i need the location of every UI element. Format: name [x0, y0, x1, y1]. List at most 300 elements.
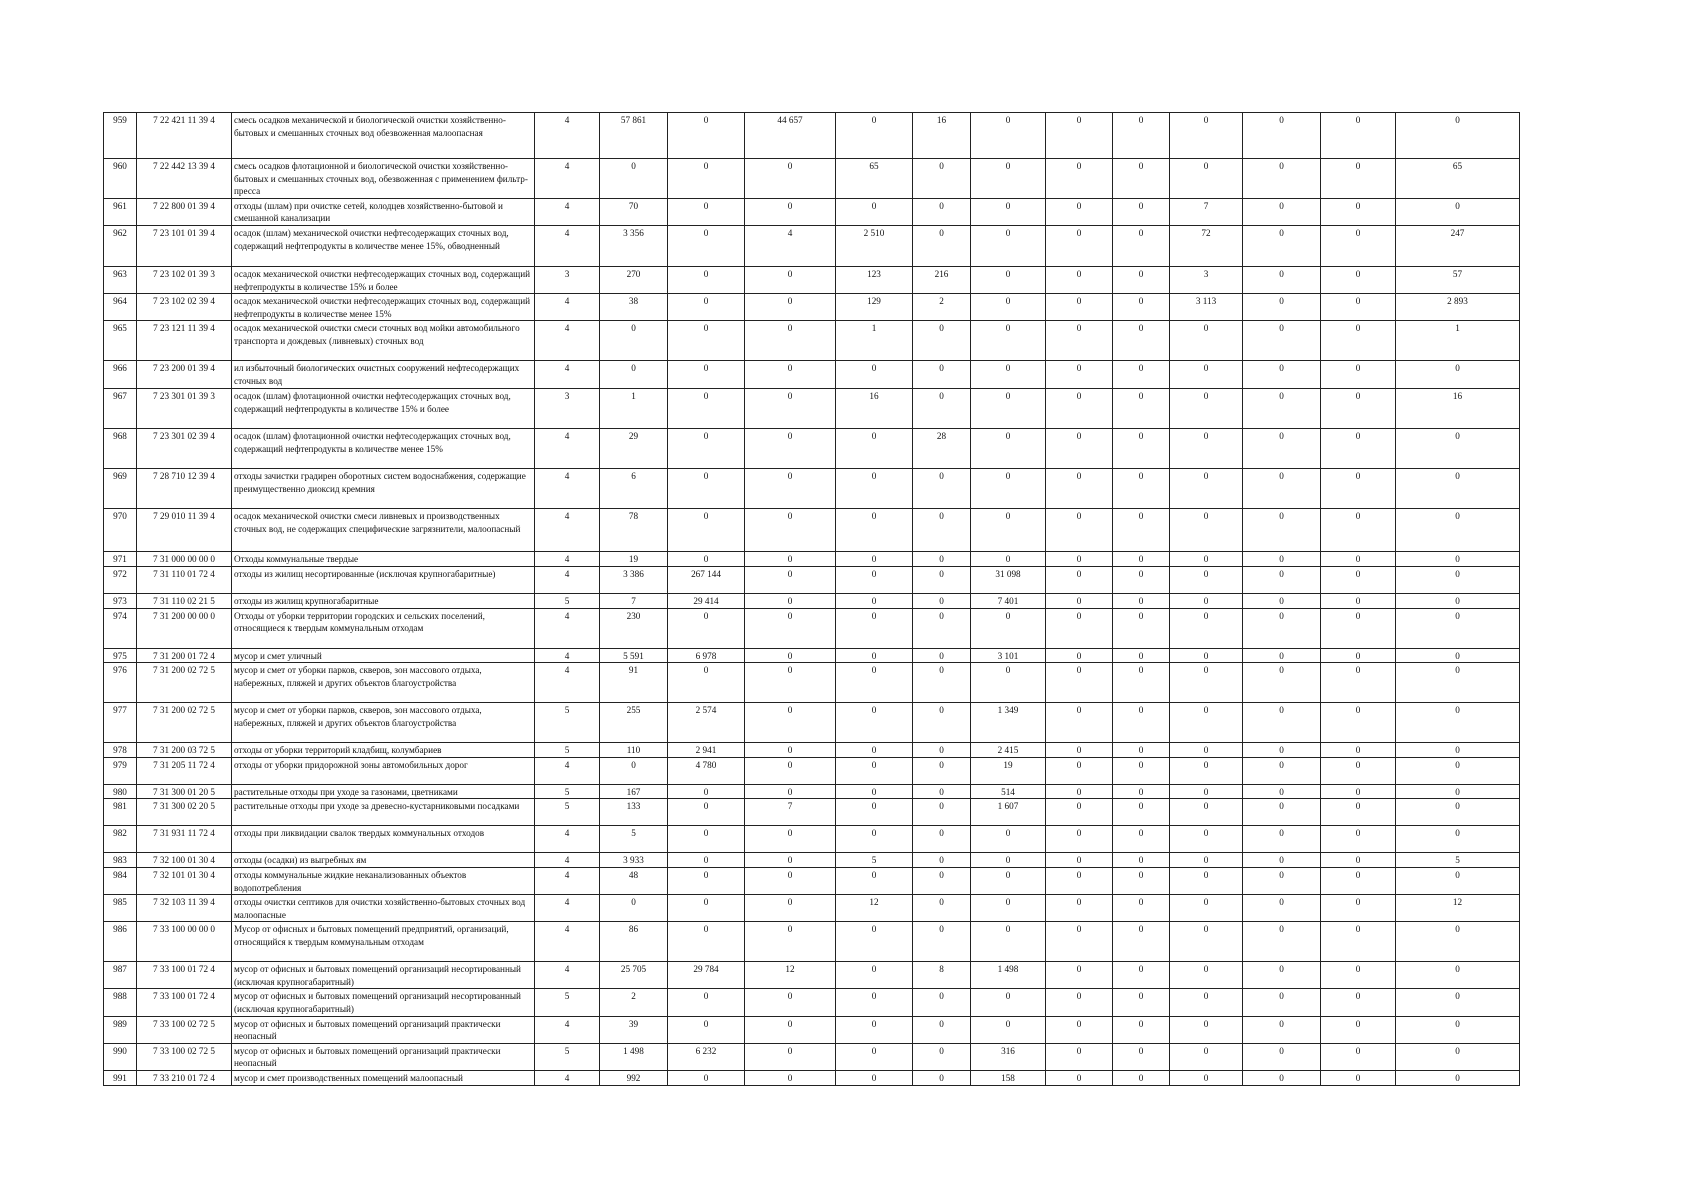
value-cell: 0 [1113, 784, 1170, 799]
value-cell: 0 [971, 429, 1046, 469]
value-cell: 0 [745, 1043, 836, 1070]
value-cell: 0 [836, 593, 913, 608]
waste-code: 7 31 200 02 72 5 [137, 703, 232, 743]
value-cell: 0 [600, 361, 668, 389]
waste-name: отходы от уборки придорожной зоны автомобильных дорог [232, 757, 535, 784]
value-cell: 0 [1396, 757, 1520, 784]
value-cell: 4 [535, 962, 600, 989]
waste-code: 7 23 121 11 39 4 [137, 321, 232, 361]
value-cell: 0 [836, 799, 913, 826]
value-cell: 0 [1170, 361, 1243, 389]
value-cell: 0 [1170, 663, 1243, 703]
value-cell: 65 [836, 159, 913, 199]
value-cell: 3 933 [600, 853, 668, 868]
waste-name: отходы (шлам) при очистке сетей, колодцев хозяйственно-бытовой и смешанной канализации [232, 198, 535, 225]
value-cell: 0 [1046, 703, 1113, 743]
table-row [104, 159, 1520, 199]
row-number: 980 [104, 784, 137, 799]
value-cell: 0 [913, 663, 971, 703]
value-cell: 0 [745, 593, 836, 608]
value-cell: 0 [1243, 225, 1321, 266]
value-cell: 0 [1321, 648, 1396, 663]
row-number: 974 [104, 608, 137, 648]
waste-name: осадок механической очистки смеси ливневых и производственных сточных вод, не содержащих специфические загрязнители, малоопасный [232, 509, 535, 552]
row-number: 991 [104, 1071, 137, 1086]
table-row [104, 1043, 1520, 1070]
value-cell: 0 [1396, 962, 1520, 989]
value-cell: 0 [1113, 361, 1170, 389]
value-cell: 0 [1243, 867, 1321, 894]
waste-name: ил избыточный биологических очистных сооружений нефтесодержащих сточных вод [232, 361, 535, 389]
row-number: 981 [104, 799, 137, 826]
value-cell: 0 [971, 225, 1046, 266]
value-cell: 992 [600, 1071, 668, 1086]
value-cell: 0 [1396, 566, 1520, 593]
value-cell: 0 [745, 757, 836, 784]
value-cell: 0 [1321, 266, 1396, 293]
value-cell: 0 [913, 853, 971, 868]
value-cell: 16 [836, 389, 913, 429]
value-cell: 0 [1046, 509, 1113, 552]
value-cell: 0 [1243, 389, 1321, 429]
value-cell: 0 [668, 608, 745, 648]
value-cell: 86 [600, 922, 668, 962]
value-cell: 3 113 [1170, 294, 1243, 321]
value-cell: 0 [1113, 266, 1170, 293]
value-cell: 0 [1243, 922, 1321, 962]
value-cell: 0 [1046, 294, 1113, 321]
waste-code: 7 31 931 11 72 4 [137, 826, 232, 853]
value-cell: 0 [668, 826, 745, 853]
row-number: 982 [104, 826, 137, 853]
value-cell: 123 [836, 266, 913, 293]
value-cell: 0 [971, 552, 1046, 567]
table-row [104, 266, 1520, 293]
value-cell: 0 [1243, 469, 1321, 509]
value-cell: 0 [668, 509, 745, 552]
value-cell: 0 [1113, 509, 1170, 552]
value-cell: 129 [836, 294, 913, 321]
value-cell: 0 [1243, 648, 1321, 663]
value-cell: 5 [1396, 853, 1520, 868]
table-row [104, 663, 1520, 703]
value-cell: 0 [1243, 989, 1321, 1016]
value-cell: 4 [535, 663, 600, 703]
value-cell: 0 [745, 321, 836, 361]
value-cell: 1 [600, 389, 668, 429]
value-cell: 48 [600, 867, 668, 894]
value-cell: 0 [1321, 826, 1396, 853]
row-number: 968 [104, 429, 137, 469]
waste-name: мусор от офисных и бытовых помещений организаций несортированный (исключая крупногабаритный) [232, 989, 535, 1016]
waste-code: 7 31 200 00 00 0 [137, 608, 232, 648]
value-cell: 0 [745, 1071, 836, 1086]
value-cell: 0 [668, 159, 745, 199]
value-cell: 0 [668, 1071, 745, 1086]
value-cell: 0 [836, 989, 913, 1016]
value-cell: 4 [535, 867, 600, 894]
value-cell: 0 [1113, 703, 1170, 743]
value-cell: 0 [1243, 743, 1321, 758]
waste-name: отходы из жилищ несортированные (исключая крупногабаритные) [232, 566, 535, 593]
row-number: 975 [104, 648, 137, 663]
value-cell: 0 [1170, 799, 1243, 826]
waste-code: 7 31 000 00 00 0 [137, 552, 232, 567]
value-cell: 0 [913, 361, 971, 389]
value-cell: 0 [913, 566, 971, 593]
value-cell: 0 [971, 895, 1046, 922]
waste-name: отходы при ликвидации свалок твердых коммунальных отходов [232, 826, 535, 853]
value-cell: 0 [971, 294, 1046, 321]
value-cell: 0 [1243, 895, 1321, 922]
table-body [104, 113, 1520, 1086]
value-cell: 0 [1321, 962, 1396, 989]
value-cell: 0 [1170, 1016, 1243, 1043]
value-cell: 167 [600, 784, 668, 799]
value-cell: 2 941 [668, 743, 745, 758]
table-row [104, 853, 1520, 868]
value-cell: 0 [1243, 703, 1321, 743]
value-cell: 0 [1046, 648, 1113, 663]
table-row [104, 113, 1520, 159]
value-cell: 0 [1396, 608, 1520, 648]
waste-name: осадок (шлам) механической очистки нефтесодержащих сточных вод, содержащий нефтепродукты в количестве менее 15%, обводненный [232, 225, 535, 266]
value-cell: 4 [535, 895, 600, 922]
value-cell: 0 [836, 469, 913, 509]
value-cell: 0 [1321, 429, 1396, 469]
value-cell: 65 [1396, 159, 1520, 199]
waste-code: 7 31 205 11 72 4 [137, 757, 232, 784]
value-cell: 0 [913, 922, 971, 962]
value-cell: 19 [600, 552, 668, 567]
value-cell: 0 [1243, 799, 1321, 826]
value-cell: 0 [1170, 469, 1243, 509]
value-cell: 0 [1170, 703, 1243, 743]
value-cell: 0 [1243, 608, 1321, 648]
waste-name: отходы (осадки) из выгребных ям [232, 853, 535, 868]
waste-name: Отходы коммунальные твердые [232, 552, 535, 567]
value-cell: 0 [1396, 922, 1520, 962]
value-cell: 0 [913, 198, 971, 225]
waste-code: 7 33 100 02 72 5 [137, 1043, 232, 1070]
value-cell: 0 [913, 895, 971, 922]
value-cell: 0 [971, 867, 1046, 894]
value-cell: 0 [1046, 389, 1113, 429]
value-cell: 4 [535, 361, 600, 389]
value-cell: 0 [1170, 159, 1243, 199]
value-cell: 0 [1113, 799, 1170, 826]
waste-code: 7 31 110 01 72 4 [137, 566, 232, 593]
waste-code: 7 22 800 01 39 4 [137, 198, 232, 225]
value-cell: 57 [1396, 266, 1520, 293]
value-cell: 0 [1170, 757, 1243, 784]
value-cell: 0 [1113, 895, 1170, 922]
value-cell: 5 [535, 743, 600, 758]
value-cell: 0 [1321, 294, 1396, 321]
value-cell: 29 414 [668, 593, 745, 608]
value-cell: 270 [600, 266, 668, 293]
waste-code: 7 33 100 02 72 5 [137, 1016, 232, 1043]
value-cell: 4 [535, 198, 600, 225]
value-cell: 0 [836, 663, 913, 703]
table-row [104, 225, 1520, 266]
value-cell: 0 [1046, 784, 1113, 799]
value-cell: 39 [600, 1016, 668, 1043]
value-cell: 0 [1113, 743, 1170, 758]
value-cell: 0 [668, 989, 745, 1016]
value-cell: 0 [971, 389, 1046, 429]
value-cell: 0 [668, 867, 745, 894]
waste-name: растительные отходы при уходе за древесно-кустарниковыми посадками [232, 799, 535, 826]
value-cell: 0 [1321, 853, 1396, 868]
value-cell: 0 [1243, 266, 1321, 293]
waste-name: мусор от офисных и бытовых помещений организаций практически неопасный [232, 1016, 535, 1043]
value-cell: 0 [836, 784, 913, 799]
value-cell: 0 [1170, 1043, 1243, 1070]
value-cell: 0 [971, 198, 1046, 225]
value-cell: 0 [1321, 784, 1396, 799]
value-cell: 4 [535, 321, 600, 361]
value-cell: 78 [600, 509, 668, 552]
value-cell: 0 [1046, 989, 1113, 1016]
value-cell: 0 [913, 826, 971, 853]
value-cell: 5 [535, 989, 600, 1016]
value-cell: 0 [1046, 566, 1113, 593]
value-cell: 0 [1321, 113, 1396, 159]
value-cell: 0 [971, 321, 1046, 361]
value-cell: 0 [1396, 703, 1520, 743]
row-number: 966 [104, 361, 137, 389]
value-cell: 0 [1396, 826, 1520, 853]
value-cell: 0 [1243, 853, 1321, 868]
value-cell: 0 [1321, 1016, 1396, 1043]
value-cell: 0 [1321, 922, 1396, 962]
value-cell: 7 [1170, 198, 1243, 225]
waste-name: мусор и смет от уборки парков, скверов, зон массового отдыха, набережных, пляжей и других объектов благоустройства [232, 663, 535, 703]
value-cell: 0 [600, 159, 668, 199]
value-cell: 0 [1046, 867, 1113, 894]
value-cell: 0 [913, 867, 971, 894]
value-cell: 0 [1321, 757, 1396, 784]
row-number: 960 [104, 159, 137, 199]
value-cell: 4 [535, 159, 600, 199]
value-cell: 0 [1170, 1071, 1243, 1086]
row-number: 959 [104, 113, 137, 159]
value-cell: 0 [1046, 895, 1113, 922]
value-cell: 0 [745, 703, 836, 743]
value-cell: 0 [971, 509, 1046, 552]
value-cell: 0 [836, 1016, 913, 1043]
value-cell: 29 [600, 429, 668, 469]
value-cell: 0 [1396, 1016, 1520, 1043]
waste-name: отходы от уборки территорий кладбищ, колумбариев [232, 743, 535, 758]
value-cell: 4 [535, 509, 600, 552]
value-cell: 28 [913, 429, 971, 469]
row-number: 963 [104, 266, 137, 293]
value-cell: 0 [1113, 225, 1170, 266]
waste-code: 7 29 010 11 39 4 [137, 509, 232, 552]
waste-name: осадок механической очистки нефтесодержащих сточных вод, содержащий нефтепродукты в количестве 15% и более [232, 266, 535, 293]
value-cell: 0 [1321, 198, 1396, 225]
value-cell: 3 [535, 389, 600, 429]
value-cell: 0 [1243, 509, 1321, 552]
value-cell: 57 861 [600, 113, 668, 159]
value-cell: 0 [668, 321, 745, 361]
value-cell: 0 [1046, 743, 1113, 758]
value-cell: 0 [745, 266, 836, 293]
table-row [104, 566, 1520, 593]
waste-name: Мусор от офисных и бытовых помещений предприятий, организаций, относящийся к твердым коммунальным отходам [232, 922, 535, 962]
row-number: 964 [104, 294, 137, 321]
value-cell: 0 [1396, 198, 1520, 225]
value-cell: 0 [913, 799, 971, 826]
value-cell: 0 [913, 1043, 971, 1070]
value-cell: 0 [745, 826, 836, 853]
value-cell: 0 [1321, 389, 1396, 429]
value-cell: 0 [1113, 962, 1170, 989]
row-number: 978 [104, 743, 137, 758]
table-row [104, 1071, 1520, 1086]
value-cell: 0 [745, 361, 836, 389]
value-cell: 5 [535, 1043, 600, 1070]
value-cell: 4 [535, 566, 600, 593]
value-cell: 0 [913, 1016, 971, 1043]
value-cell: 0 [1046, 1071, 1113, 1086]
waste-table [103, 112, 1520, 1086]
value-cell: 0 [913, 757, 971, 784]
value-cell: 0 [1170, 895, 1243, 922]
value-cell: 0 [668, 225, 745, 266]
value-cell: 0 [1396, 648, 1520, 663]
table-row [104, 1016, 1520, 1043]
value-cell: 0 [1113, 113, 1170, 159]
value-cell: 2 [600, 989, 668, 1016]
value-cell: 0 [745, 552, 836, 567]
value-cell: 0 [745, 429, 836, 469]
value-cell: 0 [1243, 113, 1321, 159]
value-cell: 0 [745, 608, 836, 648]
value-cell: 0 [1396, 663, 1520, 703]
value-cell: 0 [971, 113, 1046, 159]
row-number: 976 [104, 663, 137, 703]
value-cell: 0 [1243, 159, 1321, 199]
value-cell: 0 [1046, 1043, 1113, 1070]
value-cell: 0 [668, 663, 745, 703]
value-cell: 0 [1170, 113, 1243, 159]
table-row [104, 608, 1520, 648]
waste-code: 7 33 100 01 72 4 [137, 989, 232, 1016]
waste-code: 7 23 102 02 39 4 [137, 294, 232, 321]
waste-code: 7 33 100 00 00 0 [137, 922, 232, 962]
value-cell: 91 [600, 663, 668, 703]
value-cell: 0 [1170, 509, 1243, 552]
value-cell: 0 [1396, 867, 1520, 894]
table-row [104, 389, 1520, 429]
value-cell: 0 [1113, 294, 1170, 321]
value-cell: 3 [535, 266, 600, 293]
value-cell: 0 [1170, 593, 1243, 608]
value-cell: 0 [1321, 895, 1396, 922]
value-cell: 0 [1170, 784, 1243, 799]
value-cell: 0 [1170, 853, 1243, 868]
value-cell: 0 [1243, 826, 1321, 853]
value-cell: 38 [600, 294, 668, 321]
value-cell: 0 [836, 1071, 913, 1086]
value-cell: 0 [1113, 867, 1170, 894]
value-cell: 0 [1170, 429, 1243, 469]
table-row [104, 703, 1520, 743]
waste-name: осадок (шлам) флотационной очистки нефтесодержащих сточных вод, содержащий нефтепродукты в количестве менее 15% [232, 429, 535, 469]
data-sheet [103, 112, 1519, 1086]
row-number: 979 [104, 757, 137, 784]
value-cell: 0 [1170, 826, 1243, 853]
value-cell: 0 [1321, 1043, 1396, 1070]
value-cell: 0 [1113, 853, 1170, 868]
value-cell: 7 [600, 593, 668, 608]
value-cell: 0 [1046, 198, 1113, 225]
value-cell: 0 [1396, 1043, 1520, 1070]
table-row [104, 361, 1520, 389]
value-cell: 0 [1243, 321, 1321, 361]
value-cell: 0 [1243, 1043, 1321, 1070]
value-cell: 1 607 [971, 799, 1046, 826]
value-cell: 0 [1321, 867, 1396, 894]
table-row [104, 648, 1520, 663]
value-cell: 0 [913, 469, 971, 509]
row-number: 970 [104, 509, 137, 552]
row-number: 973 [104, 593, 137, 608]
value-cell: 0 [668, 113, 745, 159]
waste-code: 7 23 102 01 39 3 [137, 266, 232, 293]
value-cell: 0 [1046, 593, 1113, 608]
value-cell: 0 [836, 826, 913, 853]
table-row [104, 743, 1520, 758]
waste-code: 7 23 301 02 39 4 [137, 429, 232, 469]
row-number: 977 [104, 703, 137, 743]
value-cell: 0 [745, 743, 836, 758]
value-cell: 0 [836, 867, 913, 894]
value-cell: 0 [1113, 566, 1170, 593]
value-cell: 0 [1170, 389, 1243, 429]
row-number: 988 [104, 989, 137, 1016]
value-cell: 0 [1113, 469, 1170, 509]
value-cell: 0 [1321, 566, 1396, 593]
table-row [104, 198, 1520, 225]
value-cell: 0 [1243, 1016, 1321, 1043]
value-cell: 0 [836, 922, 913, 962]
waste-code: 7 33 100 01 72 4 [137, 962, 232, 989]
value-cell: 0 [745, 509, 836, 552]
value-cell: 2 893 [1396, 294, 1520, 321]
value-cell: 0 [836, 648, 913, 663]
table-row [104, 429, 1520, 469]
value-cell: 4 [535, 552, 600, 567]
waste-name: осадок механической очистки нефтесодержащих сточных вод, содержащий нефтепродукты в количестве менее 15% [232, 294, 535, 321]
value-cell: 0 [1113, 989, 1170, 1016]
value-cell: 0 [1113, 922, 1170, 962]
value-cell: 0 [836, 608, 913, 648]
value-cell: 4 [535, 853, 600, 868]
value-cell: 16 [913, 113, 971, 159]
value-cell: 0 [836, 703, 913, 743]
value-cell: 158 [971, 1071, 1046, 1086]
value-cell: 0 [1046, 853, 1113, 868]
value-cell: 0 [1321, 703, 1396, 743]
waste-name: растительные отходы при уходе за газонами, цветниками [232, 784, 535, 799]
value-cell: 0 [1046, 469, 1113, 509]
value-cell: 0 [836, 552, 913, 567]
table-row [104, 989, 1520, 1016]
